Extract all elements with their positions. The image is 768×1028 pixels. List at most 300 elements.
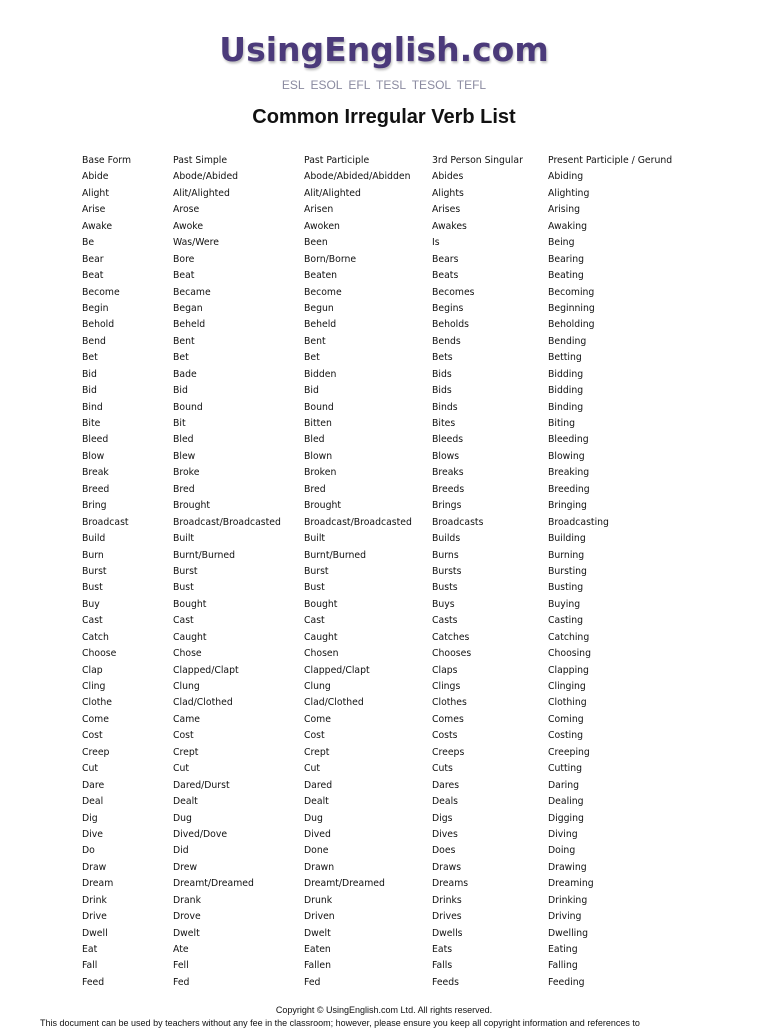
- cell-past-simple: Bit: [173, 418, 186, 429]
- cell-base-form: Burst: [82, 565, 107, 577]
- table-row: [82, 893, 742, 909]
- header-past-simple: Past Simple: [173, 155, 228, 166]
- cell-past-simple: Fell: [173, 960, 189, 972]
- cell-present-participle: Feeding: [548, 976, 585, 988]
- cell-past-simple: Drew: [173, 861, 198, 873]
- table-row: [82, 482, 742, 498]
- cell-present-participle: Biting: [548, 418, 575, 429]
- cell-third-person: Casts: [432, 615, 458, 627]
- table-row: [82, 219, 742, 235]
- cell-past-participle: Beaten: [304, 270, 338, 282]
- table-row: [82, 383, 742, 399]
- cell-present-participle: Clinging: [548, 681, 586, 692]
- table-row: [82, 186, 742, 202]
- cell-third-person: Arises: [432, 204, 461, 216]
- cell-past-participle: Awoken: [304, 220, 340, 232]
- table-row: [82, 926, 742, 942]
- cell-base-form: Break: [82, 467, 109, 479]
- cell-base-form: Dream: [82, 878, 114, 890]
- cell-base-form: Become: [82, 286, 120, 298]
- cell-past-simple: Dared/Durst: [173, 779, 230, 791]
- cell-present-participle: Diving: [548, 828, 578, 840]
- cell-present-participle: Broadcasting: [548, 516, 609, 528]
- cell-past-participle: Come: [304, 713, 331, 725]
- cell-present-participle: Arising: [548, 204, 580, 216]
- cell-third-person: Digs: [432, 812, 453, 824]
- cell-base-form: Do: [82, 845, 95, 857]
- cell-base-form: Clap: [82, 664, 103, 676]
- cell-past-participle: Blown: [304, 450, 333, 462]
- table-row: [82, 465, 742, 481]
- cell-past-simple: Bust: [173, 582, 194, 594]
- cell-past-participle: Crept: [304, 746, 330, 758]
- page-title: Common Irregular Verb List: [252, 106, 516, 128]
- table-row: [82, 695, 742, 711]
- table-row: [82, 827, 742, 843]
- cell-present-participle: Beating: [548, 270, 584, 282]
- table-row: [82, 761, 742, 777]
- table-row: [82, 811, 742, 827]
- cell-third-person: Claps: [432, 664, 458, 676]
- cell-present-participle: Becoming: [548, 286, 595, 298]
- table-row: [82, 515, 742, 531]
- cell-third-person: Brings: [432, 500, 462, 512]
- cell-base-form: Dig: [82, 812, 98, 824]
- cell-third-person: Clothes: [432, 697, 467, 709]
- cell-present-participle: Digging: [548, 812, 584, 824]
- table-row: [82, 580, 742, 596]
- table-row: [82, 531, 742, 547]
- cell-past-simple: Came: [173, 713, 200, 725]
- cell-third-person: Creeps: [432, 746, 465, 758]
- cell-base-form: Abide: [82, 171, 109, 183]
- cell-base-form: Drive: [82, 911, 107, 923]
- cell-past-participle: Born/Borne: [304, 253, 357, 265]
- cell-past-simple: Bade: [173, 368, 197, 380]
- cell-present-participle: Dreaming: [548, 878, 594, 890]
- cell-third-person: Bursts: [432, 565, 462, 577]
- cell-third-person: Breaks: [432, 467, 464, 479]
- table-row: [82, 728, 742, 744]
- table-body: [82, 169, 742, 991]
- table-row: [82, 252, 742, 268]
- cell-base-form: Breed: [82, 483, 110, 495]
- cell-third-person: Dives: [432, 828, 458, 840]
- table-row: [82, 876, 742, 892]
- cell-third-person: Broadcasts: [432, 516, 484, 528]
- table-row: [82, 679, 742, 695]
- cell-third-person: Beats: [432, 270, 459, 282]
- cell-present-participle: Building: [548, 533, 586, 545]
- table-row: [82, 202, 742, 218]
- table-row: [82, 285, 742, 301]
- cell-past-participle: Clapped/Clapt: [304, 664, 370, 676]
- cell-present-participle: Coming: [548, 713, 584, 725]
- cell-past-simple: Bent: [173, 335, 195, 347]
- cell-base-form: Blow: [82, 450, 105, 462]
- table-row: [82, 630, 742, 646]
- cell-base-form: Bite: [82, 418, 101, 429]
- cell-present-participle: Dealing: [548, 796, 584, 808]
- cell-present-participle: Bending: [548, 335, 587, 347]
- cell-present-participle: Busting: [548, 582, 584, 594]
- usage-notice: This document can be used by teachers without any fee in the classroom; however, please ensure you keep all copyright information and references to: [40, 1018, 640, 1028]
- cell-past-simple: Began: [173, 302, 203, 314]
- cell-present-participle: Driving: [548, 911, 582, 923]
- cell-base-form: Alight: [82, 187, 109, 199]
- table-row: [82, 778, 742, 794]
- table-row: [82, 860, 742, 876]
- cell-base-form: Behold: [82, 319, 115, 331]
- cell-past-participle: Bound: [304, 401, 334, 413]
- site-logo: UsingEnglish.com: [219, 30, 549, 69]
- cell-third-person: Comes: [432, 713, 464, 725]
- table-row: [82, 663, 742, 679]
- cell-third-person: Cuts: [432, 763, 453, 775]
- table-row: [82, 449, 742, 465]
- cell-present-participle: Burning: [548, 549, 585, 561]
- cell-past-participle: Driven: [304, 911, 335, 923]
- table-row: [82, 564, 742, 580]
- cell-present-participle: Bursting: [548, 565, 587, 577]
- cell-past-simple: Built: [173, 533, 195, 545]
- cell-present-participle: Breaking: [548, 467, 590, 479]
- cell-past-participle: Bust: [304, 582, 325, 594]
- cell-third-person: Bends: [432, 335, 461, 347]
- cell-present-participle: Clothing: [548, 697, 587, 709]
- table-row: [82, 548, 742, 564]
- cell-past-participle: Bitten: [304, 418, 332, 429]
- table-row: [82, 350, 742, 366]
- cell-past-participle: Been: [304, 237, 328, 249]
- cell-third-person: Does: [432, 845, 456, 857]
- cell-past-simple: Dug: [173, 812, 192, 824]
- cell-base-form: Cut: [82, 763, 99, 775]
- cell-third-person: Dreams: [432, 878, 469, 890]
- cell-present-participle: Clapping: [548, 664, 589, 676]
- cell-past-simple: Bled: [173, 434, 194, 446]
- cell-past-simple: Cast: [173, 615, 194, 627]
- cell-past-participle: Clad/Clothed: [304, 697, 364, 709]
- cell-third-person: Feeds: [432, 976, 460, 988]
- cell-base-form: Dive: [82, 828, 103, 840]
- cell-base-form: Awake: [82, 220, 113, 232]
- cell-present-participle: Eating: [548, 944, 578, 955]
- cell-third-person: Bites: [432, 418, 456, 429]
- cell-present-participle: Catching: [548, 631, 590, 643]
- cell-past-participle: Dealt: [304, 796, 329, 808]
- cell-present-participle: Betting: [548, 352, 582, 364]
- cell-present-participle: Breeding: [548, 483, 590, 495]
- cell-third-person: Breeds: [432, 483, 465, 495]
- cell-past-participle: Arisen: [304, 204, 334, 216]
- cell-past-simple: Arose: [173, 204, 200, 216]
- cell-past-participle: Done: [304, 845, 329, 857]
- cell-present-participle: Bidding: [548, 385, 584, 397]
- table-row: [82, 169, 742, 185]
- cell-base-form: Dare: [82, 779, 105, 791]
- cell-past-participle: Chosen: [304, 648, 339, 660]
- cell-base-form: Cling: [82, 681, 106, 692]
- cell-base-form: Be: [82, 237, 95, 249]
- cell-past-participle: Begun: [304, 302, 334, 314]
- cell-base-form: Cast: [82, 615, 103, 627]
- cell-third-person: Becomes: [432, 286, 475, 298]
- table-row: [82, 794, 742, 810]
- cell-present-participle: Blowing: [548, 450, 585, 462]
- cell-present-participle: Alighting: [548, 187, 590, 199]
- cell-third-person: Dares: [432, 779, 460, 791]
- cell-present-participle: Cutting: [548, 763, 583, 775]
- cell-present-participle: Binding: [548, 401, 584, 413]
- cell-past-participle: Fallen: [304, 960, 331, 972]
- cell-base-form: Burn: [82, 549, 104, 561]
- cell-base-form: Feed: [82, 976, 105, 988]
- table-row: [82, 942, 742, 958]
- cell-past-simple: Brought: [173, 500, 211, 512]
- cell-past-participle: Brought: [304, 500, 342, 512]
- table-row: [82, 745, 742, 761]
- cell-present-participle: Doing: [548, 845, 576, 857]
- cell-past-participle: Bidden: [304, 368, 337, 380]
- cell-base-form: Dwell: [82, 927, 108, 939]
- cell-third-person: Drinks: [432, 894, 462, 906]
- cell-past-participle: Broadcast/Broadcasted: [304, 516, 412, 528]
- cell-past-participle: Dared: [304, 779, 333, 791]
- cell-past-simple: Bound: [173, 401, 203, 413]
- cell-present-participle: Abiding: [548, 171, 584, 183]
- cell-past-simple: Dived/Dove: [173, 828, 228, 840]
- cell-base-form: Build: [82, 533, 106, 545]
- cell-present-participle: Buying: [548, 598, 581, 610]
- cell-third-person: Bleeds: [432, 434, 464, 446]
- header-present-participle: Present Participle / Gerund: [548, 155, 673, 166]
- cell-past-simple: Did: [173, 845, 189, 857]
- cell-third-person: Binds: [432, 401, 458, 413]
- table-row: [82, 597, 742, 613]
- cell-past-simple: Awoke: [173, 220, 204, 232]
- cell-past-simple: Became: [173, 286, 211, 298]
- cell-past-simple: Abode/Abided: [173, 171, 239, 183]
- cell-base-form: Cost: [82, 730, 103, 742]
- cell-base-form: Bring: [82, 500, 107, 512]
- cell-third-person: Costs: [432, 730, 458, 742]
- cell-base-form: Arise: [82, 204, 106, 216]
- cell-past-simple: Was/Were: [173, 237, 219, 249]
- table-row: [82, 975, 742, 991]
- cell-past-simple: Clapped/Clapt: [173, 664, 239, 676]
- table-row: [82, 235, 742, 251]
- cell-present-participle: Bidding: [548, 368, 584, 380]
- cell-base-form: Bind: [82, 401, 103, 413]
- cell-past-simple: Blew: [173, 450, 196, 462]
- cell-past-participle: Beheld: [304, 319, 337, 331]
- cell-present-participle: Creeping: [548, 746, 590, 758]
- cell-third-person: Deals: [432, 796, 459, 808]
- cell-base-form: Catch: [82, 631, 109, 643]
- table-row: [82, 400, 742, 416]
- cell-past-participle: Cast: [304, 615, 325, 627]
- cell-past-participle: Broken: [304, 467, 337, 479]
- cell-past-simple: Bred: [173, 483, 195, 495]
- site-tagline: ESL ESOL EFL TESL TESOL TEFL: [281, 78, 487, 92]
- cell-present-participle: Awaking: [548, 220, 588, 232]
- cell-base-form: Bend: [82, 335, 106, 347]
- cell-past-simple: Cost: [173, 730, 194, 742]
- cell-base-form: Buy: [82, 598, 100, 610]
- cell-present-participle: Being: [548, 237, 575, 249]
- cell-third-person: Builds: [432, 533, 461, 545]
- cell-past-simple: Dreamt/Dreamed: [173, 878, 254, 890]
- cell-base-form: Bid: [82, 385, 97, 397]
- cell-past-participle: Clung: [304, 681, 331, 692]
- cell-past-simple: Chose: [173, 648, 202, 660]
- cell-past-participle: Abode/Abided/Abidden: [304, 171, 411, 183]
- cell-past-simple: Drove: [173, 911, 201, 923]
- cell-past-simple: Broadcast/Broadcasted: [173, 516, 281, 528]
- table-row: [82, 613, 742, 629]
- verb-table: [82, 153, 742, 991]
- cell-third-person: Burns: [432, 549, 459, 561]
- cell-past-simple: Crept: [173, 746, 199, 758]
- header-third-person: 3rd Person Singular: [432, 155, 523, 166]
- cell-past-participle: Drawn: [304, 861, 335, 873]
- cell-past-participle: Become: [304, 286, 342, 298]
- cell-third-person: Alights: [432, 187, 464, 199]
- cell-past-participle: Burnt/Burned: [304, 549, 367, 561]
- cell-base-form: Creep: [82, 746, 110, 758]
- cell-past-simple: Bid: [173, 385, 188, 397]
- cell-past-participle: Bent: [304, 335, 326, 347]
- cell-past-simple: Caught: [173, 631, 207, 643]
- cell-base-form: Bleed: [82, 434, 109, 446]
- table-row: [82, 843, 742, 859]
- cell-base-form: Draw: [82, 861, 107, 873]
- cell-past-simple: Burnt/Burned: [173, 549, 236, 561]
- cell-past-participle: Bred: [304, 483, 326, 495]
- cell-base-form: Begin: [82, 302, 109, 314]
- cell-present-participle: Bleeding: [548, 434, 589, 446]
- cell-third-person: Blows: [432, 450, 460, 462]
- cell-past-participle: Built: [304, 533, 326, 545]
- cell-present-participle: Beginning: [548, 302, 595, 314]
- cell-past-simple: Alit/Alighted: [173, 187, 230, 199]
- cell-past-participle: Caught: [304, 631, 338, 643]
- cell-past-simple: Beat: [173, 270, 195, 282]
- cell-third-person: Abides: [432, 171, 464, 183]
- cell-past-simple: Dwelt: [173, 927, 200, 939]
- cell-base-form: Choose: [82, 648, 117, 660]
- cell-past-participle: Cut: [304, 763, 321, 775]
- cell-past-simple: Cut: [173, 763, 190, 775]
- cell-base-form: Bid: [82, 368, 97, 380]
- cell-past-simple: Bought: [173, 598, 207, 610]
- cell-present-participle: Daring: [548, 779, 580, 791]
- cell-third-person: Drives: [432, 911, 462, 923]
- cell-third-person: Is: [432, 237, 440, 249]
- cell-third-person: Awakes: [432, 220, 467, 232]
- copyright-line: Copyright © UsingEnglish.com Ltd. All rights reserved.: [275, 1005, 493, 1015]
- cell-past-simple: Ate: [173, 944, 189, 955]
- cell-third-person: Bears: [432, 253, 459, 265]
- cell-past-participle: Bid: [304, 385, 319, 397]
- cell-third-person: Eats: [432, 944, 453, 955]
- cell-past-participle: Cost: [304, 730, 325, 742]
- cell-third-person: Bets: [432, 352, 453, 364]
- cell-third-person: Bids: [432, 368, 452, 380]
- cell-present-participle: Falling: [548, 960, 578, 972]
- cell-past-participle: Drunk: [304, 894, 333, 906]
- cell-past-simple: Beheld: [173, 319, 206, 331]
- cell-past-simple: Bore: [173, 253, 195, 265]
- table-row: [82, 498, 742, 514]
- cell-present-participle: Costing: [548, 730, 584, 742]
- cell-past-participle: Alit/Alighted: [304, 187, 361, 199]
- table-row: [82, 317, 742, 333]
- table-row: [82, 909, 742, 925]
- cell-past-participle: Dreamt/Dreamed: [304, 878, 385, 890]
- cell-past-simple: Burst: [173, 565, 198, 577]
- cell-past-simple: Clad/Clothed: [173, 697, 233, 709]
- cell-third-person: Catches: [432, 631, 470, 643]
- cell-third-person: Clings: [432, 681, 461, 692]
- cell-base-form: Clothe: [82, 697, 113, 709]
- cell-third-person: Beholds: [432, 319, 470, 331]
- cell-present-participle: Choosing: [548, 648, 591, 660]
- cell-past-participle: Bet: [304, 352, 320, 364]
- cell-third-person: Dwells: [432, 927, 463, 939]
- cell-base-form: Eat: [82, 944, 98, 955]
- header-past-participle: Past Participle: [304, 155, 370, 166]
- table-row: [82, 958, 742, 974]
- cell-base-form: Fall: [82, 960, 98, 972]
- cell-third-person: Falls: [432, 960, 453, 972]
- cell-present-participle: Dwelling: [548, 927, 589, 939]
- table-row: [82, 334, 742, 350]
- cell-past-participle: Burst: [304, 565, 329, 577]
- cell-third-person: Draws: [432, 861, 462, 873]
- cell-past-simple: Bet: [173, 352, 189, 364]
- table-row: [82, 432, 742, 448]
- cell-base-form: Bust: [82, 582, 103, 594]
- cell-past-participle: Fed: [304, 976, 321, 988]
- cell-base-form: Bear: [82, 253, 104, 265]
- cell-past-simple: Fed: [173, 976, 190, 988]
- cell-base-form: Come: [82, 713, 109, 725]
- cell-base-form: Drink: [82, 894, 107, 906]
- cell-past-participle: Eaten: [304, 944, 331, 955]
- header-base-form: Base Form: [82, 155, 132, 166]
- table-row: [82, 646, 742, 662]
- cell-base-form: Broadcast: [82, 516, 129, 528]
- cell-past-simple: Broke: [173, 467, 200, 479]
- cell-present-participle: Casting: [548, 615, 584, 627]
- cell-present-participle: Drawing: [548, 861, 587, 873]
- cell-base-form: Bet: [82, 352, 98, 364]
- cell-third-person: Bids: [432, 385, 452, 397]
- cell-present-participle: Bearing: [548, 253, 584, 265]
- cell-present-participle: Beholding: [548, 319, 595, 331]
- cell-third-person: Buys: [432, 598, 455, 610]
- cell-past-simple: Drank: [173, 894, 201, 906]
- cell-past-participle: Bought: [304, 598, 338, 610]
- cell-past-simple: Dealt: [173, 796, 198, 808]
- table-header-row: [82, 153, 742, 169]
- table-row: [82, 268, 742, 284]
- cell-past-participle: Bled: [304, 434, 325, 446]
- cell-base-form: Beat: [82, 270, 104, 282]
- cell-present-participle: Drinking: [548, 894, 588, 906]
